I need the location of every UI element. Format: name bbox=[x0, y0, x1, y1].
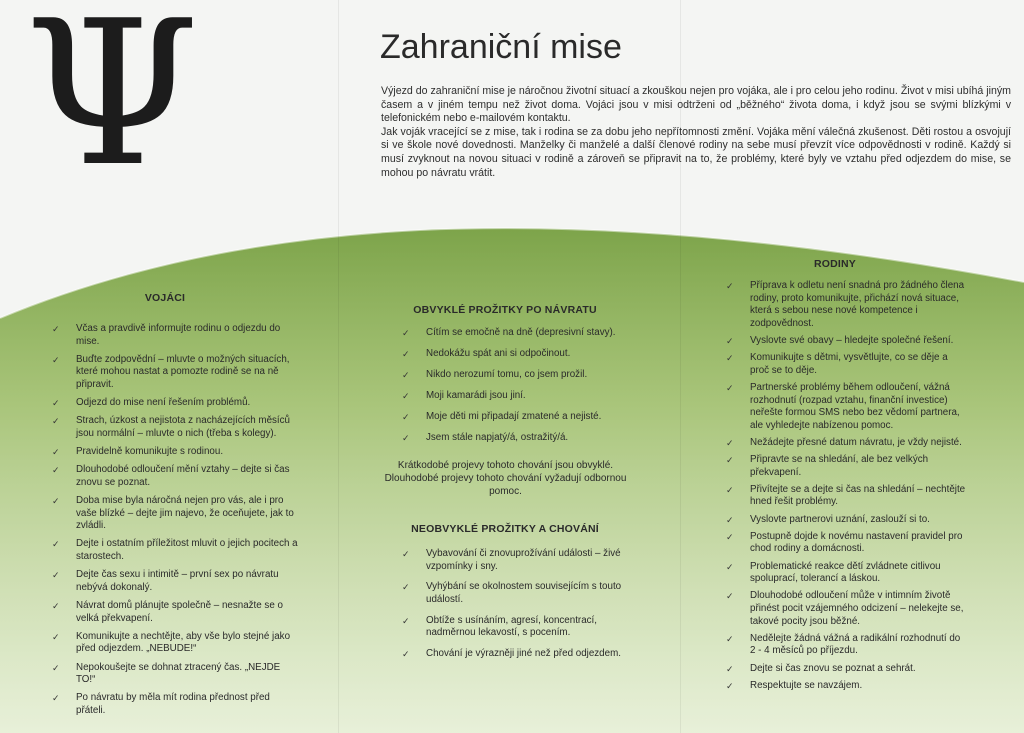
list-item bbox=[722, 382, 967, 432]
list-item-text: Moji kamarádi jsou jiní. bbox=[426, 389, 526, 401]
list-item-text: Dlouhodobé odloučení může v intimním životě přinést pocit vzájemného odcizení – nelekejte se, takové pocity jsou běžné. bbox=[750, 590, 964, 627]
list-item-text: Připravte se na shledání, ale bez velkých překvapení. bbox=[750, 454, 929, 478]
checkmark-icon: ✓ bbox=[402, 582, 410, 593]
checkmark-icon: ✓ bbox=[726, 514, 734, 525]
obvykle-list bbox=[398, 327, 643, 453]
checkmark-icon: ✓ bbox=[52, 570, 60, 581]
list-item bbox=[398, 348, 643, 361]
list-item bbox=[722, 335, 967, 348]
list-item bbox=[722, 663, 967, 676]
list-item bbox=[398, 390, 643, 403]
checkmark-icon: ✓ bbox=[402, 649, 410, 660]
checkmark-icon: ✓ bbox=[52, 447, 60, 458]
list-item bbox=[48, 446, 298, 459]
intro-paragraph: Výjezd do zahraniční mise je náročnou životní situací a zkouškou nejen pro vojáka, ale i pro celou jeho rodinu. Život v misi ubíhá jiným časem a v jiném tempu než život doma. Vojáci jsou v misi odtrženi od „běžného“ života doma, i když jsou se svými blízkými v telefonickém nebo e-mailovém kontaktu. bbox=[381, 85, 1011, 125]
list-item-text: Buďte zodpovědní – mluvte o možných situacích, které mohou nastat a pomozte rodině se na ně připravit. bbox=[76, 353, 290, 390]
list-item-text: Strach, úzkost a nejistota z nacházejících měsíců jsou normální – mluvte o nich (třeba s kolegy). bbox=[76, 415, 291, 439]
checkmark-icon: ✓ bbox=[52, 416, 60, 427]
list-item-text: Vyslovte své obavy – hledejte společné řešení. bbox=[750, 334, 954, 346]
list-item bbox=[398, 369, 643, 382]
list-item-text: Komunikujte s dětmi, vysvětlujte, co se děje a proč se to děje. bbox=[750, 352, 948, 376]
list-item-text: Vyhýbání se okolnostem souvisejícím s touto událostí. bbox=[426, 581, 622, 605]
checkmark-icon: ✓ bbox=[52, 496, 60, 507]
checkmark-icon: ✓ bbox=[726, 455, 734, 466]
list-item-text: Komunikujte a nechtějte, aby vše bylo stejné jako před odjezdem. „NEBUDE!“ bbox=[76, 630, 291, 655]
vojaci-list bbox=[48, 323, 298, 723]
checkmark-icon: ✓ bbox=[726, 633, 734, 644]
list-item bbox=[398, 648, 643, 661]
checkmark-icon: ✓ bbox=[52, 398, 60, 409]
neobvykle-heading: NEOBVYKLÉ PROŽITKY A CHOVÁNÍ bbox=[411, 523, 599, 535]
checkmark-icon: ✓ bbox=[726, 591, 734, 602]
checkmark-icon: ✓ bbox=[402, 348, 410, 359]
list-item bbox=[48, 354, 298, 392]
checkmark-icon: ✓ bbox=[402, 328, 410, 338]
list-item bbox=[398, 432, 643, 445]
list-item-text: Cítím se emočně na dně (depresivní stavy). bbox=[426, 327, 616, 338]
list-item-text: Dejte i ostatním příležitost mluvit o jejich pocitech a starostech. bbox=[76, 538, 298, 563]
vojaci-heading: VOJÁCI bbox=[144, 292, 186, 304]
checkmark-icon: ✓ bbox=[726, 437, 734, 448]
list-item-text: Doba mise byla náročná nejen pro vás, ale i pro vaše blízké – dejte jim najevo, že oceňujete, jak to zvládli. bbox=[76, 495, 294, 532]
list-item bbox=[398, 615, 643, 640]
list-item-text: Problematické reakce dětí zvládnete citlivou spoluprací, tolerancí a láskou. bbox=[750, 560, 941, 585]
list-item-text: Jsem stále napjatý/á, ostražitý/á. bbox=[426, 431, 569, 443]
list-item bbox=[722, 352, 967, 377]
list-item bbox=[398, 327, 643, 340]
list-item bbox=[48, 600, 298, 625]
list-item-text: Přivítejte se a dejte si čas na shledání – nechtějte hned řešit problémy. bbox=[750, 483, 966, 508]
checkmark-icon: ✓ bbox=[52, 662, 60, 673]
list-item bbox=[48, 569, 298, 594]
list-item-text: Respektujte se navzájem. bbox=[750, 679, 863, 691]
checkmark-icon: ✓ bbox=[402, 615, 410, 626]
list-item bbox=[722, 484, 967, 509]
checkmark-icon: ✓ bbox=[52, 631, 60, 642]
list-item bbox=[48, 631, 298, 656]
checkmark-icon: ✓ bbox=[726, 484, 734, 495]
list-item-text: Nedokážu spát ani si odpočinout. bbox=[426, 347, 571, 359]
list-item-text: Moje děti mi připadají zmatené a nejisté. bbox=[426, 410, 602, 422]
list-item bbox=[48, 495, 298, 533]
list-item bbox=[48, 692, 298, 717]
list-item-text: Nikdo nerozumí tomu, co jsem prožil. bbox=[426, 368, 588, 380]
list-item bbox=[722, 454, 967, 479]
checkmark-icon: ✓ bbox=[726, 561, 734, 572]
checkmark-icon: ✓ bbox=[52, 354, 60, 365]
list-item-text: Pravidelně komunikujte s rodinou. bbox=[76, 446, 224, 458]
list-item-text: Obtíže s usínáním, agresí, koncentrací, nadměrnou lekavostí, s pocením. bbox=[426, 614, 597, 639]
list-item-text: Odjezd do mise není řešením problémů. bbox=[76, 397, 251, 409]
list-item-text: Vybavování či znovuprožívání události – živé vzpomínky i sny. bbox=[426, 548, 621, 572]
list-item bbox=[722, 531, 967, 556]
list-item bbox=[722, 514, 967, 527]
checkmark-icon: ✓ bbox=[402, 411, 410, 422]
list-item bbox=[48, 464, 298, 489]
list-item-text: Včas a pravdivě informujte rodinu o odjezdu do mise. bbox=[76, 323, 281, 347]
list-item-text: Nepokoušejte se dohnat ztracený čas. „NEJDE TO!“ bbox=[76, 661, 281, 686]
checkmark-icon: ✓ bbox=[52, 601, 60, 612]
list-item bbox=[398, 411, 643, 424]
list-item bbox=[48, 538, 298, 563]
psi-logo: Ψ bbox=[24, 0, 200, 211]
list-item bbox=[722, 437, 967, 450]
list-item-text: Příprava k odletu není snadná pro žádného člena rodiny, proto komunikujte, přichází nová situace, která s sebou nese nové kompetence i zodpovědnost. bbox=[750, 280, 965, 329]
checkmark-icon: ✓ bbox=[726, 281, 734, 291]
checkmark-icon: ✓ bbox=[726, 382, 734, 393]
checkmark-icon: ✓ bbox=[726, 353, 734, 364]
list-item bbox=[722, 680, 967, 693]
checkmark-icon: ✓ bbox=[726, 335, 734, 346]
checkmark-icon: ✓ bbox=[52, 539, 60, 550]
checkmark-icon: ✓ bbox=[402, 369, 410, 380]
checkmark-icon: ✓ bbox=[726, 531, 734, 542]
checkmark-icon: ✓ bbox=[726, 663, 734, 674]
neobvykle-list bbox=[398, 548, 643, 669]
professional-help-note: Krátkodobé projevy tohoto chování jsou obvyklé. Dlouhodobé projevy tohoto chování vyžadují odbornou pomoc. bbox=[384, 460, 627, 497]
list-item bbox=[722, 633, 967, 658]
list-item-text: Dejte si čas znovu se poznat a sehrát. bbox=[750, 662, 916, 674]
list-item-text: Postupně dojde k novému nastavení pravidel pro chod rodiny a domácnosti. bbox=[750, 530, 963, 555]
list-item bbox=[48, 323, 298, 348]
list-item-text: Nežádejte přesné datum návratu, je vždy nejisté. bbox=[750, 436, 962, 448]
rodiny-list bbox=[722, 280, 967, 697]
list-item bbox=[48, 397, 298, 410]
list-item-text: Po návratu by měla mít rodina přednost před přáteli. bbox=[76, 692, 270, 716]
intro-text bbox=[381, 85, 1011, 180]
obvykle-heading: OBVYKLÉ PROŽITKY PO NÁVRATU bbox=[413, 304, 597, 316]
list-item bbox=[722, 590, 967, 628]
list-item bbox=[722, 280, 967, 330]
page-title: Zahraniční mise bbox=[380, 28, 622, 66]
rodiny-heading: RODINY bbox=[813, 258, 857, 270]
list-item-text: Návrat domů plánujte společně – nesnažte se o velká překvapení. bbox=[76, 600, 283, 624]
checkmark-icon: ✓ bbox=[402, 432, 410, 443]
checkmark-icon: ✓ bbox=[52, 465, 60, 476]
page-fold-left bbox=[338, 0, 339, 733]
checkmark-icon: ✓ bbox=[402, 549, 410, 559]
checkmark-icon: ✓ bbox=[52, 324, 60, 334]
checkmark-icon: ✓ bbox=[402, 390, 410, 401]
list-item-text: Vyslovte partnerovi uznání, zaslouží si to. bbox=[750, 513, 930, 525]
list-item-text: Partnerské problémy během odloučení, vážná rozhodnutí (rozpad vztahu, finanční investice) neřešte formou SMS nebo bez vědomí partnera, ale vyhledejte nabízenou pomoc. bbox=[750, 381, 960, 431]
checkmark-icon: ✓ bbox=[726, 680, 734, 691]
list-item bbox=[398, 581, 643, 606]
intro-paragraph: Jak voják vracející se z mise, tak i rodina se za dobu jeho nepřítomnosti změní. Vojáka mění válečná zkušenost. Děti rostou a osvojují si ve škole nové dovednosti. Manželky či manželé a další členové rodiny na sebe musí převzít více odpovědnosti v rodině. Každý si musí zvyknout na novou situaci v rodině a zároveň se připravit na to, že problémy, které byly ve vztahu před odjezdem do mise, se mohou po návratu vrátit. bbox=[381, 125, 1011, 179]
list-item bbox=[398, 548, 643, 573]
list-item-text: Dlouhodobé odloučení mění vztahy – dejte si čas znovu se poznat. bbox=[76, 464, 290, 488]
list-item bbox=[722, 561, 967, 586]
list-item-text: Dejte čas sexu i intimitě – první sex po návratu nebývá dokonalý. bbox=[76, 569, 279, 593]
list-item-text: Chování je výrazněji jiné než před odjezdem. bbox=[426, 648, 621, 660]
list-item bbox=[48, 662, 298, 687]
checkmark-icon: ✓ bbox=[52, 693, 60, 704]
list-item-text: Nedělejte žádná vážná a radikální rozhodnutí do 2 - 4 měsíců po příjezdu. bbox=[750, 632, 961, 657]
list-item bbox=[48, 415, 298, 440]
